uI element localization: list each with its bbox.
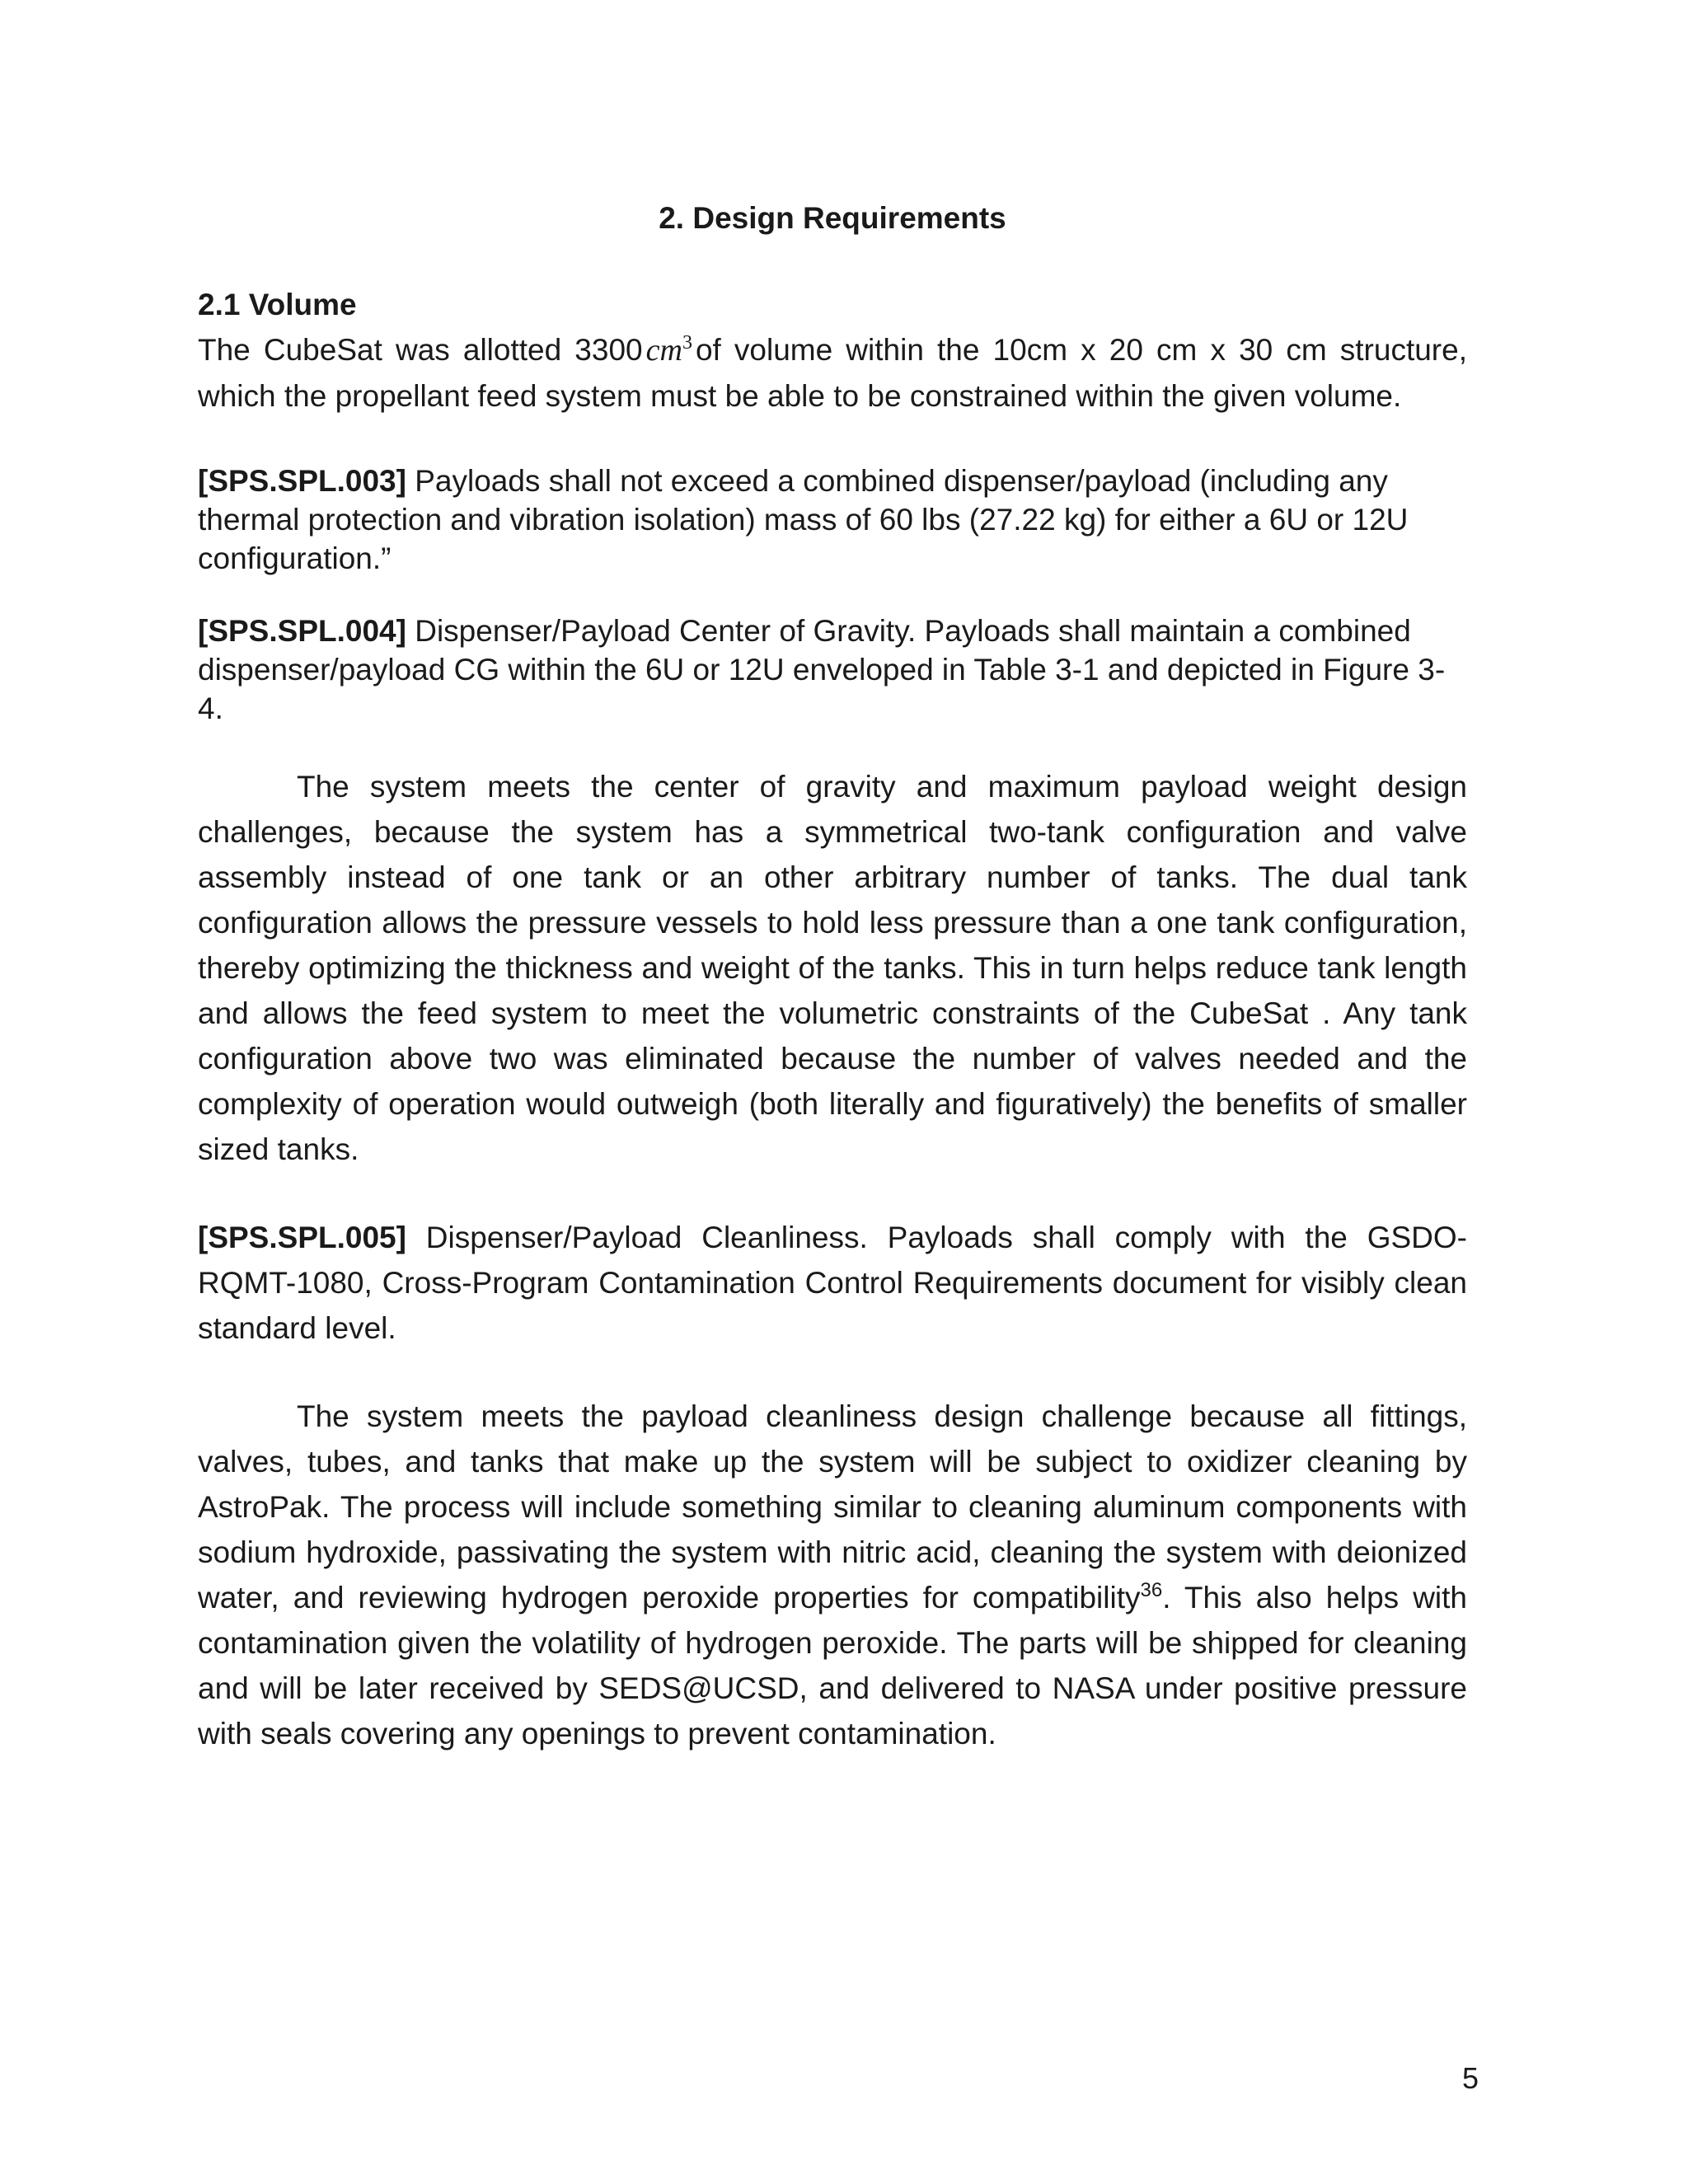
requirement-text: Dispenser/Payload Center of Gravity. Payloads shall maintain a combined dispenser/payload CG within the 6U or 12U enveloped in Table 3-1 and depicted in Figure 3-4. (198, 614, 1446, 725)
volume-text-before: The CubeSat was allotted 3300 (198, 333, 643, 367)
section-title: 2. Design Requirements (659, 201, 1006, 235)
page-content (198, 196, 1467, 1756)
requirement-text: Dispenser/Payload Cleanliness. Payloads shall comply with the GSDO-RQMT-1080, Cross-Program Contamination Control Requirements document for visibly clean standard level. (198, 1221, 1467, 1345)
requirement-label: [SPS.SPL.003] (198, 464, 406, 498)
requirement-label: [SPS.SPL.005] (198, 1221, 406, 1254)
requirement-spl-004 (198, 612, 1467, 728)
volume-paragraph (198, 327, 1467, 419)
requirement-label: [SPS.SPL.004] (198, 614, 406, 648)
cleanliness-text-after: . This also helps with contamination given the volatility of hydrogen peroxide. The parts will be shipped for cleaning and will be later received by SEDS@UCSD, and delivered to NASA under positive pressure with seals covering any openings to prevent contamination. (198, 1581, 1467, 1750)
requirement-text: Payloads shall not exceed a combined dispenser/payload (including any thermal protection and vibration isolation) mass of 60 lbs (27.22 kg) for either a 6U or 12U configuration.” (198, 464, 1409, 575)
volume-unit-exponent: 3 (682, 332, 692, 354)
citation-reference: 36 (1140, 1579, 1163, 1601)
cleanliness-text-before: The system meets the payload cleanliness design challenge because all fittings, valves, tubes, and tanks that make up the system will be subject to oxidizer cleaning by AstroPak. The process will include something similar to cleaning aluminum components with sodium hydroxide, passivating the system with nitric acid, cleaning the system with deionized water, and reviewing hydrogen peroxide properties for compatibility (198, 1399, 1467, 1615)
subsection-title-volume: 2.1 Volume (198, 288, 357, 321)
page-number: 5 (1461, 2061, 1479, 2095)
volume-unit-base: cm (645, 333, 682, 368)
volume-unit (643, 333, 696, 368)
volume-text-after: of volume within the 10cm x 20 cm x 30 cm structure, which the propellant feed system must be able to be constrained within the given volume. (198, 333, 1467, 413)
requirement-spl-003 (198, 462, 1467, 578)
cleanliness-paragraph (198, 1394, 1467, 1756)
requirement-spl-005 (198, 1215, 1467, 1351)
cg-paragraph: The system meets the center of gravity and maximum payload weight design challenges, because the system has a symmetrical two-tank configuration and valve assembly instead of one tank or an other arbitrary number of tanks. The dual tank configuration allows the pressure vessels to hold less pressure than a one tank configuration, thereby optimizing the thickness and weight of the tanks. This in turn helps reduce tank length and allows the feed system to meet the volumetric constraints of the CubeSat . Any tank configuration above two was eliminated because the number of valves needed and the complexity of operation would outweigh (both literally and figuratively) the benefits of smaller sized tanks. (198, 770, 1467, 1166)
